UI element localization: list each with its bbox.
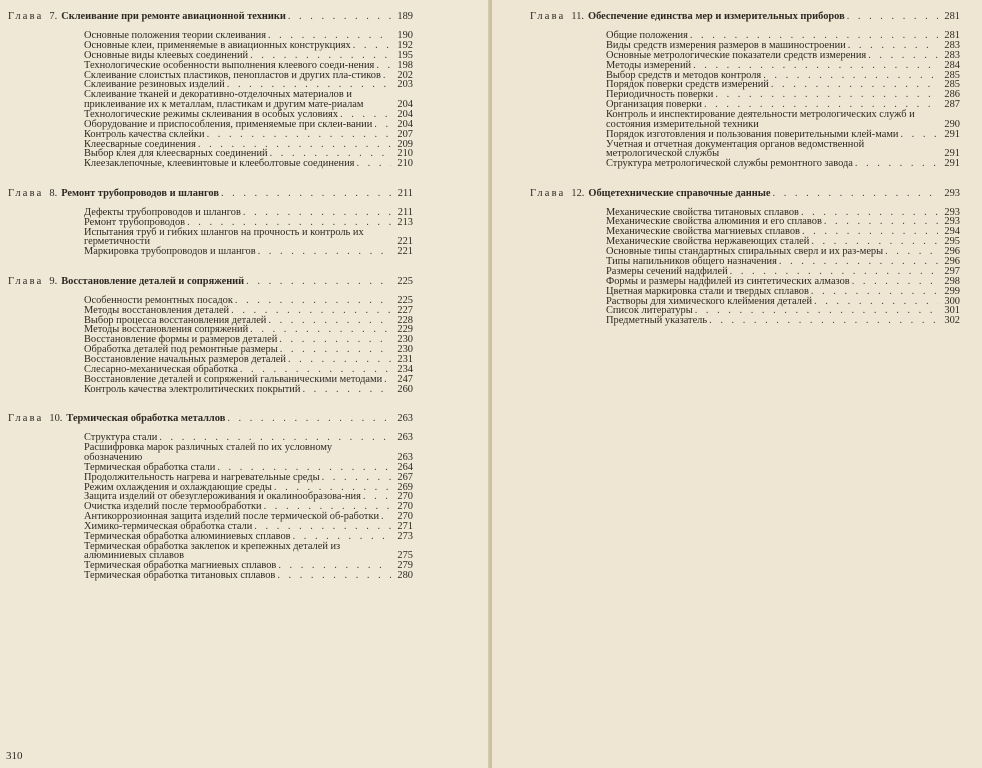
chapter-heading bbox=[8, 10, 413, 23]
dot-leader bbox=[227, 412, 391, 425]
entry-page: 301 bbox=[944, 305, 960, 317]
entry-page: 221 bbox=[397, 236, 413, 248]
entry-page: 229 bbox=[397, 324, 413, 336]
toc-entry bbox=[84, 571, 413, 581]
entry-page: 198 bbox=[397, 59, 413, 71]
chapter-heading bbox=[8, 187, 413, 200]
entry-page: 203 bbox=[397, 79, 413, 91]
entry-page: 281 bbox=[944, 30, 960, 41]
entry-title: Продолжительность нагрева и нагревательные среды bbox=[84, 471, 320, 483]
entry-page: 270 bbox=[397, 501, 413, 513]
entry-title: Выбор процесса восстановления деталей bbox=[84, 314, 267, 326]
entry-title: Обработка деталей под ремонтные размеры bbox=[84, 344, 278, 356]
entry-title: Порядок изготовления и пользования поверительными клей-мами bbox=[606, 128, 899, 140]
entry-title: Методы восстановления деталей bbox=[84, 304, 230, 316]
dot-leader bbox=[231, 306, 391, 316]
chapter-title: Общетехнические справочные данные bbox=[588, 187, 771, 199]
chapter-number: 7. bbox=[49, 11, 58, 22]
entry-title: Восстановление деталей и сопряжений гальваническими методами bbox=[84, 373, 383, 385]
entry-title: Склеивание тканей и декоративно-отделочных материалов и приклеивание их к металлам, пластикам и другим мате-риалам bbox=[84, 89, 364, 110]
chapter-heading bbox=[530, 187, 960, 200]
chapter-page: 281 bbox=[944, 11, 960, 22]
entry-title: Испытания труб и гибких шлангов на прочность и контроль их герметичности bbox=[84, 226, 364, 248]
dot-leader bbox=[187, 218, 391, 228]
entry-page: 225 bbox=[397, 294, 413, 306]
chapter-title: Термическая обработка металлов bbox=[66, 413, 226, 425]
entry-title: Термическая обработка титановых сплавов bbox=[84, 570, 276, 582]
dot-leader bbox=[773, 187, 939, 200]
dot-leader bbox=[852, 277, 938, 287]
toc-entry bbox=[84, 375, 413, 385]
dot-leader bbox=[322, 473, 391, 483]
entry-page: 202 bbox=[397, 69, 413, 81]
entry-page: 279 bbox=[397, 560, 413, 572]
toc-entry bbox=[84, 51, 413, 61]
entry-page: 227 bbox=[397, 304, 413, 316]
dot-leader bbox=[353, 41, 391, 51]
entry-page: 231 bbox=[397, 354, 413, 366]
dot-leader bbox=[258, 247, 391, 257]
chapter-page: 293 bbox=[944, 187, 960, 199]
entry-page: 280 bbox=[397, 570, 413, 582]
toc-entry bbox=[84, 385, 413, 395]
entry-page: 290 bbox=[944, 118, 960, 130]
entry-page: 273 bbox=[397, 530, 413, 542]
entry-page: 286 bbox=[944, 89, 960, 101]
dot-leader bbox=[374, 120, 391, 130]
dot-leader bbox=[221, 187, 391, 200]
entry-title: Термическая обработка алюминиевых сплавов bbox=[84, 530, 291, 542]
entry-page: 283 bbox=[944, 39, 960, 51]
chapter-page: 189 bbox=[397, 11, 413, 22]
toc-entry bbox=[606, 140, 960, 159]
entry-title: Общие положения bbox=[606, 30, 688, 41]
dot-leader bbox=[381, 512, 391, 522]
entry-title: Контроль качества склейки bbox=[84, 128, 205, 140]
entry-page: 260 bbox=[397, 383, 413, 395]
entry-page: 207 bbox=[397, 128, 413, 140]
entry-page: 234 bbox=[397, 363, 413, 375]
entry-page: 204 bbox=[397, 98, 413, 110]
entry-title: Основные виды клеевых соединений bbox=[84, 49, 249, 61]
entry-title: Предметный указатель bbox=[606, 315, 708, 327]
entry-page: 210 bbox=[397, 148, 413, 160]
toc-entry bbox=[606, 316, 960, 326]
entry-page: 190 bbox=[397, 30, 413, 41]
entry-title: Выбор средств и методов контроля bbox=[606, 69, 762, 81]
dot-leader bbox=[709, 316, 938, 326]
toc-entry bbox=[84, 159, 413, 169]
entry-title: Список литературы bbox=[606, 305, 693, 317]
dot-leader bbox=[855, 159, 938, 169]
entry-title: Клеесварные соединения bbox=[84, 138, 196, 150]
entry-title: Учетная и отчетная документация органов ведомственной метрологической службы bbox=[606, 138, 865, 160]
entry-title: Маркировка трубопроводов и шлангов bbox=[84, 246, 256, 258]
dot-leader bbox=[771, 80, 938, 90]
toc-entry bbox=[606, 130, 960, 140]
entry-title: Особенности ремонтных посадок bbox=[84, 294, 233, 306]
dot-leader bbox=[217, 463, 391, 473]
entry-page: 270 bbox=[397, 511, 413, 523]
entry-title: Антикоррозионная защита изделий после термической об-работки bbox=[84, 511, 380, 523]
dot-leader bbox=[268, 316, 391, 326]
entry-page: 296 bbox=[944, 256, 960, 268]
entry-page: 284 bbox=[944, 59, 960, 71]
entry-title: Растворы для химического клеймения деталей bbox=[606, 295, 813, 307]
entry-page: 247 bbox=[397, 373, 413, 385]
dot-leader bbox=[885, 247, 938, 257]
entry-title: Механические свойства титановых сплавов bbox=[606, 206, 799, 218]
dot-leader bbox=[376, 61, 391, 71]
entry-title: Восстановление формы и размеров деталей bbox=[84, 334, 278, 346]
chapter-number: 12. bbox=[571, 187, 585, 199]
entry-title: Порядок поверки средств измерений bbox=[606, 79, 769, 91]
entry-page: 204 bbox=[397, 118, 413, 130]
dot-leader bbox=[250, 51, 391, 61]
dot-leader bbox=[356, 159, 391, 169]
entry-title: Контроль качества электролитических покрытий bbox=[84, 383, 301, 395]
entry-title: Организация поверки bbox=[606, 99, 702, 111]
toc-entry bbox=[606, 277, 960, 287]
entry-title: Дефекты трубопроводов и шлангов bbox=[84, 206, 241, 218]
entry-page: 209 bbox=[397, 138, 413, 150]
dot-leader bbox=[246, 275, 391, 288]
dot-leader bbox=[288, 10, 391, 23]
dot-leader bbox=[280, 345, 391, 355]
toc-entry bbox=[84, 61, 413, 71]
entry-page: 285 bbox=[944, 69, 960, 81]
entry-title: Выбор клея для клеесварных соединений bbox=[84, 148, 268, 160]
dot-leader bbox=[868, 51, 938, 61]
toc-entry bbox=[84, 110, 413, 120]
entry-title: Структура метрологической службы ремонтного завода bbox=[606, 157, 853, 169]
chapter-title: Склеивание при ремонте авиационной техники bbox=[61, 11, 286, 22]
dot-leader bbox=[900, 130, 938, 140]
entry-title: Методы восстановления сопряжений bbox=[84, 324, 249, 336]
entry-page: 204 bbox=[397, 108, 413, 120]
toc-entry bbox=[84, 130, 413, 140]
dot-leader bbox=[302, 385, 391, 395]
toc-entry bbox=[84, 473, 413, 483]
entry-title: Оборудование и приспособления, применяемые при склеи-вании bbox=[84, 118, 373, 130]
chapter-label: Глава bbox=[8, 187, 44, 199]
entry-title: Технологические особенности выполнения клеевого соеди-нения bbox=[84, 59, 375, 71]
chapter-title: Восстановление деталей и сопряжений bbox=[61, 275, 245, 287]
entry-title: Формы и размеры надфилей из синтетических алмазов bbox=[606, 275, 850, 287]
dot-leader bbox=[278, 561, 391, 571]
chapter-title: Ремонт трубопроводов и шлангов bbox=[61, 187, 219, 199]
left-page bbox=[0, 0, 490, 768]
dot-leader bbox=[763, 71, 938, 81]
entry-page: 263 bbox=[397, 432, 413, 444]
dot-leader bbox=[779, 257, 938, 267]
toc-entry bbox=[84, 463, 413, 473]
dot-leader bbox=[383, 71, 391, 81]
entry-title: Очистка изделий после термообработки bbox=[84, 501, 262, 513]
entry-title: Клеезаклепочные, клеевинтовые и клееболтовые соединения bbox=[84, 158, 355, 170]
section-list bbox=[606, 208, 960, 326]
left-toc-column bbox=[8, 10, 413, 599]
dot-leader bbox=[279, 335, 391, 345]
entry-title: Цветная маркировка стали и твердых сплавов bbox=[606, 285, 809, 297]
chapter-label: Глава bbox=[8, 275, 44, 287]
toc-entry bbox=[84, 443, 413, 462]
entry-page: 228 bbox=[397, 314, 413, 326]
chapter-number: 8. bbox=[49, 187, 58, 199]
dot-leader bbox=[243, 208, 391, 218]
dot-leader bbox=[384, 375, 391, 385]
entry-title: Механические свойства нержавеющих сталей bbox=[606, 236, 810, 248]
chapter-label: Глава bbox=[530, 187, 566, 199]
toc-entry bbox=[84, 90, 413, 109]
entry-title: Химико-термическая обработка стали bbox=[84, 521, 253, 533]
right-toc-column bbox=[530, 10, 960, 344]
dot-leader bbox=[802, 227, 938, 237]
entry-page: 291 bbox=[944, 128, 960, 140]
entry-title: Технологические режимы склеивания в особых условиях bbox=[84, 108, 339, 120]
dot-leader bbox=[715, 90, 938, 100]
entry-title: Термическая обработка заклепок и крепежных деталей из алюминиевых сплавов bbox=[84, 540, 341, 562]
entry-title: Ремонт трубопроводов bbox=[84, 216, 186, 228]
section-list bbox=[84, 296, 413, 395]
entry-page: 270 bbox=[397, 491, 413, 503]
entry-title: Термическая обработка магниевых сплавов bbox=[84, 560, 277, 572]
entry-page: 283 bbox=[944, 49, 960, 61]
dot-leader bbox=[340, 110, 391, 120]
entry-page: 293 bbox=[944, 216, 960, 228]
entry-title: Основные метрологические показатели средств измерения bbox=[606, 49, 867, 61]
chapter-number: 10. bbox=[49, 413, 63, 425]
entry-title: Восстановление начальных размеров деталей bbox=[84, 354, 286, 366]
entry-title: Расшифровка марок различных сталей по их условному обозначению bbox=[84, 442, 333, 463]
entry-title: Контроль и инспектирование деятельности метрологических служб и состояния измерительной техники bbox=[606, 109, 915, 130]
entry-title: Размеры сечений надфилей bbox=[606, 265, 728, 277]
entry-title: Склеивание слоистых пластиков, пенопластов и других пла-стиков bbox=[84, 69, 381, 81]
section-list bbox=[606, 31, 960, 169]
entry-page: 211 bbox=[397, 206, 413, 218]
entry-page: 221 bbox=[397, 246, 413, 258]
entry-page: 300 bbox=[944, 295, 960, 307]
chapter-page: 211 bbox=[397, 187, 413, 199]
dot-leader bbox=[693, 61, 938, 71]
chapter-heading bbox=[8, 275, 413, 288]
chapter-page: 263 bbox=[397, 413, 413, 425]
entry-title: Термическая обработка стали bbox=[84, 461, 216, 473]
toc-entry bbox=[84, 218, 413, 228]
entry-title: Основные клеи, применяемые в авиационных конструкциях bbox=[84, 39, 351, 51]
toc-entry bbox=[84, 542, 413, 561]
dot-leader bbox=[824, 217, 938, 227]
entry-title: Режим охлаждения и охлаждающие среды bbox=[84, 481, 272, 493]
chapter-title: Обеспечение единства мер и измерительных приборов bbox=[588, 11, 845, 22]
section-list bbox=[84, 208, 413, 257]
entry-page: 230 bbox=[397, 344, 413, 356]
chapter-page: 225 bbox=[397, 275, 413, 287]
dot-leader bbox=[814, 297, 938, 307]
entry-title: Типы напильников общего назначения bbox=[606, 256, 777, 268]
entry-page: 192 bbox=[397, 39, 413, 51]
chapter-label: Глава bbox=[8, 413, 44, 425]
entry-page: 267 bbox=[397, 471, 413, 483]
chapter-number: 11. bbox=[571, 11, 585, 22]
toc-entry bbox=[84, 120, 413, 130]
chapter-number: 9. bbox=[49, 275, 58, 287]
entry-page: 302 bbox=[944, 315, 960, 327]
section-list bbox=[84, 31, 413, 169]
entry-title: Периодичность поверки bbox=[606, 89, 714, 101]
entry-page: 297 bbox=[944, 265, 960, 277]
entry-page: 298 bbox=[944, 275, 960, 287]
toc-entry bbox=[84, 247, 413, 257]
chapter-heading bbox=[530, 10, 960, 23]
entry-page: 275 bbox=[397, 550, 413, 562]
entry-page: 210 bbox=[397, 158, 413, 170]
entry-page: 269 bbox=[397, 481, 413, 493]
toc-entry bbox=[84, 296, 413, 306]
entry-title: Защита изделий от обезуглероживания и окалинообразова-ния bbox=[84, 491, 361, 503]
entry-title: Основные положения теории склеивания bbox=[84, 30, 266, 41]
toc-entry bbox=[84, 228, 413, 247]
dot-leader bbox=[847, 10, 938, 23]
entry-page: 195 bbox=[397, 49, 413, 61]
dot-leader bbox=[811, 287, 938, 297]
entry-title: Механические свойства магниевых сплавов bbox=[606, 226, 800, 238]
entry-title: Структура стали bbox=[84, 432, 158, 444]
entry-page: 264 bbox=[397, 461, 413, 473]
entry-page: 296 bbox=[944, 246, 960, 258]
chapter-label: Глава bbox=[530, 11, 566, 22]
toc-entry bbox=[606, 51, 960, 61]
entry-page: 295 bbox=[944, 236, 960, 248]
entry-page: 271 bbox=[397, 521, 413, 533]
entry-title: Слесарно-механическая обработка bbox=[84, 363, 238, 375]
right-page bbox=[492, 0, 982, 768]
entry-page: 291 bbox=[944, 148, 960, 160]
toc-entry bbox=[606, 287, 960, 297]
toc-entry bbox=[606, 110, 960, 129]
entry-title: Механические свойства алюминия и его сплавов bbox=[606, 216, 822, 228]
entry-page: 287 bbox=[944, 99, 960, 111]
dot-leader bbox=[277, 571, 391, 581]
dot-leader bbox=[288, 355, 391, 365]
entry-page: 230 bbox=[397, 334, 413, 346]
toc-entry bbox=[606, 159, 960, 169]
entry-title: Склеивание резиновых изделий bbox=[84, 79, 225, 91]
entry-page: 299 bbox=[944, 285, 960, 297]
entry-page: 293 bbox=[944, 206, 960, 218]
toc-entry bbox=[606, 61, 960, 71]
page-number: 310 bbox=[6, 750, 23, 762]
entry-page: 291 bbox=[944, 157, 960, 169]
entry-page: 294 bbox=[944, 226, 960, 238]
entry-page: 213 bbox=[397, 216, 413, 228]
dot-leader bbox=[235, 296, 391, 306]
chapter-label: Глава bbox=[8, 11, 44, 22]
entry-title: Виды средств измерения размеров в машиностроении bbox=[606, 39, 846, 51]
dot-leader bbox=[363, 492, 391, 502]
entry-title: Основные типы стандартных спиральных сверл и их раз-меры bbox=[606, 246, 884, 258]
dot-leader bbox=[695, 306, 938, 316]
chapter-heading bbox=[8, 412, 413, 425]
entry-title: Методы измерений bbox=[606, 59, 692, 71]
entry-page: 285 bbox=[944, 79, 960, 91]
dot-leader bbox=[207, 130, 391, 140]
section-list bbox=[84, 433, 413, 580]
entry-page: 263 bbox=[397, 451, 413, 463]
toc-entry bbox=[84, 306, 413, 316]
